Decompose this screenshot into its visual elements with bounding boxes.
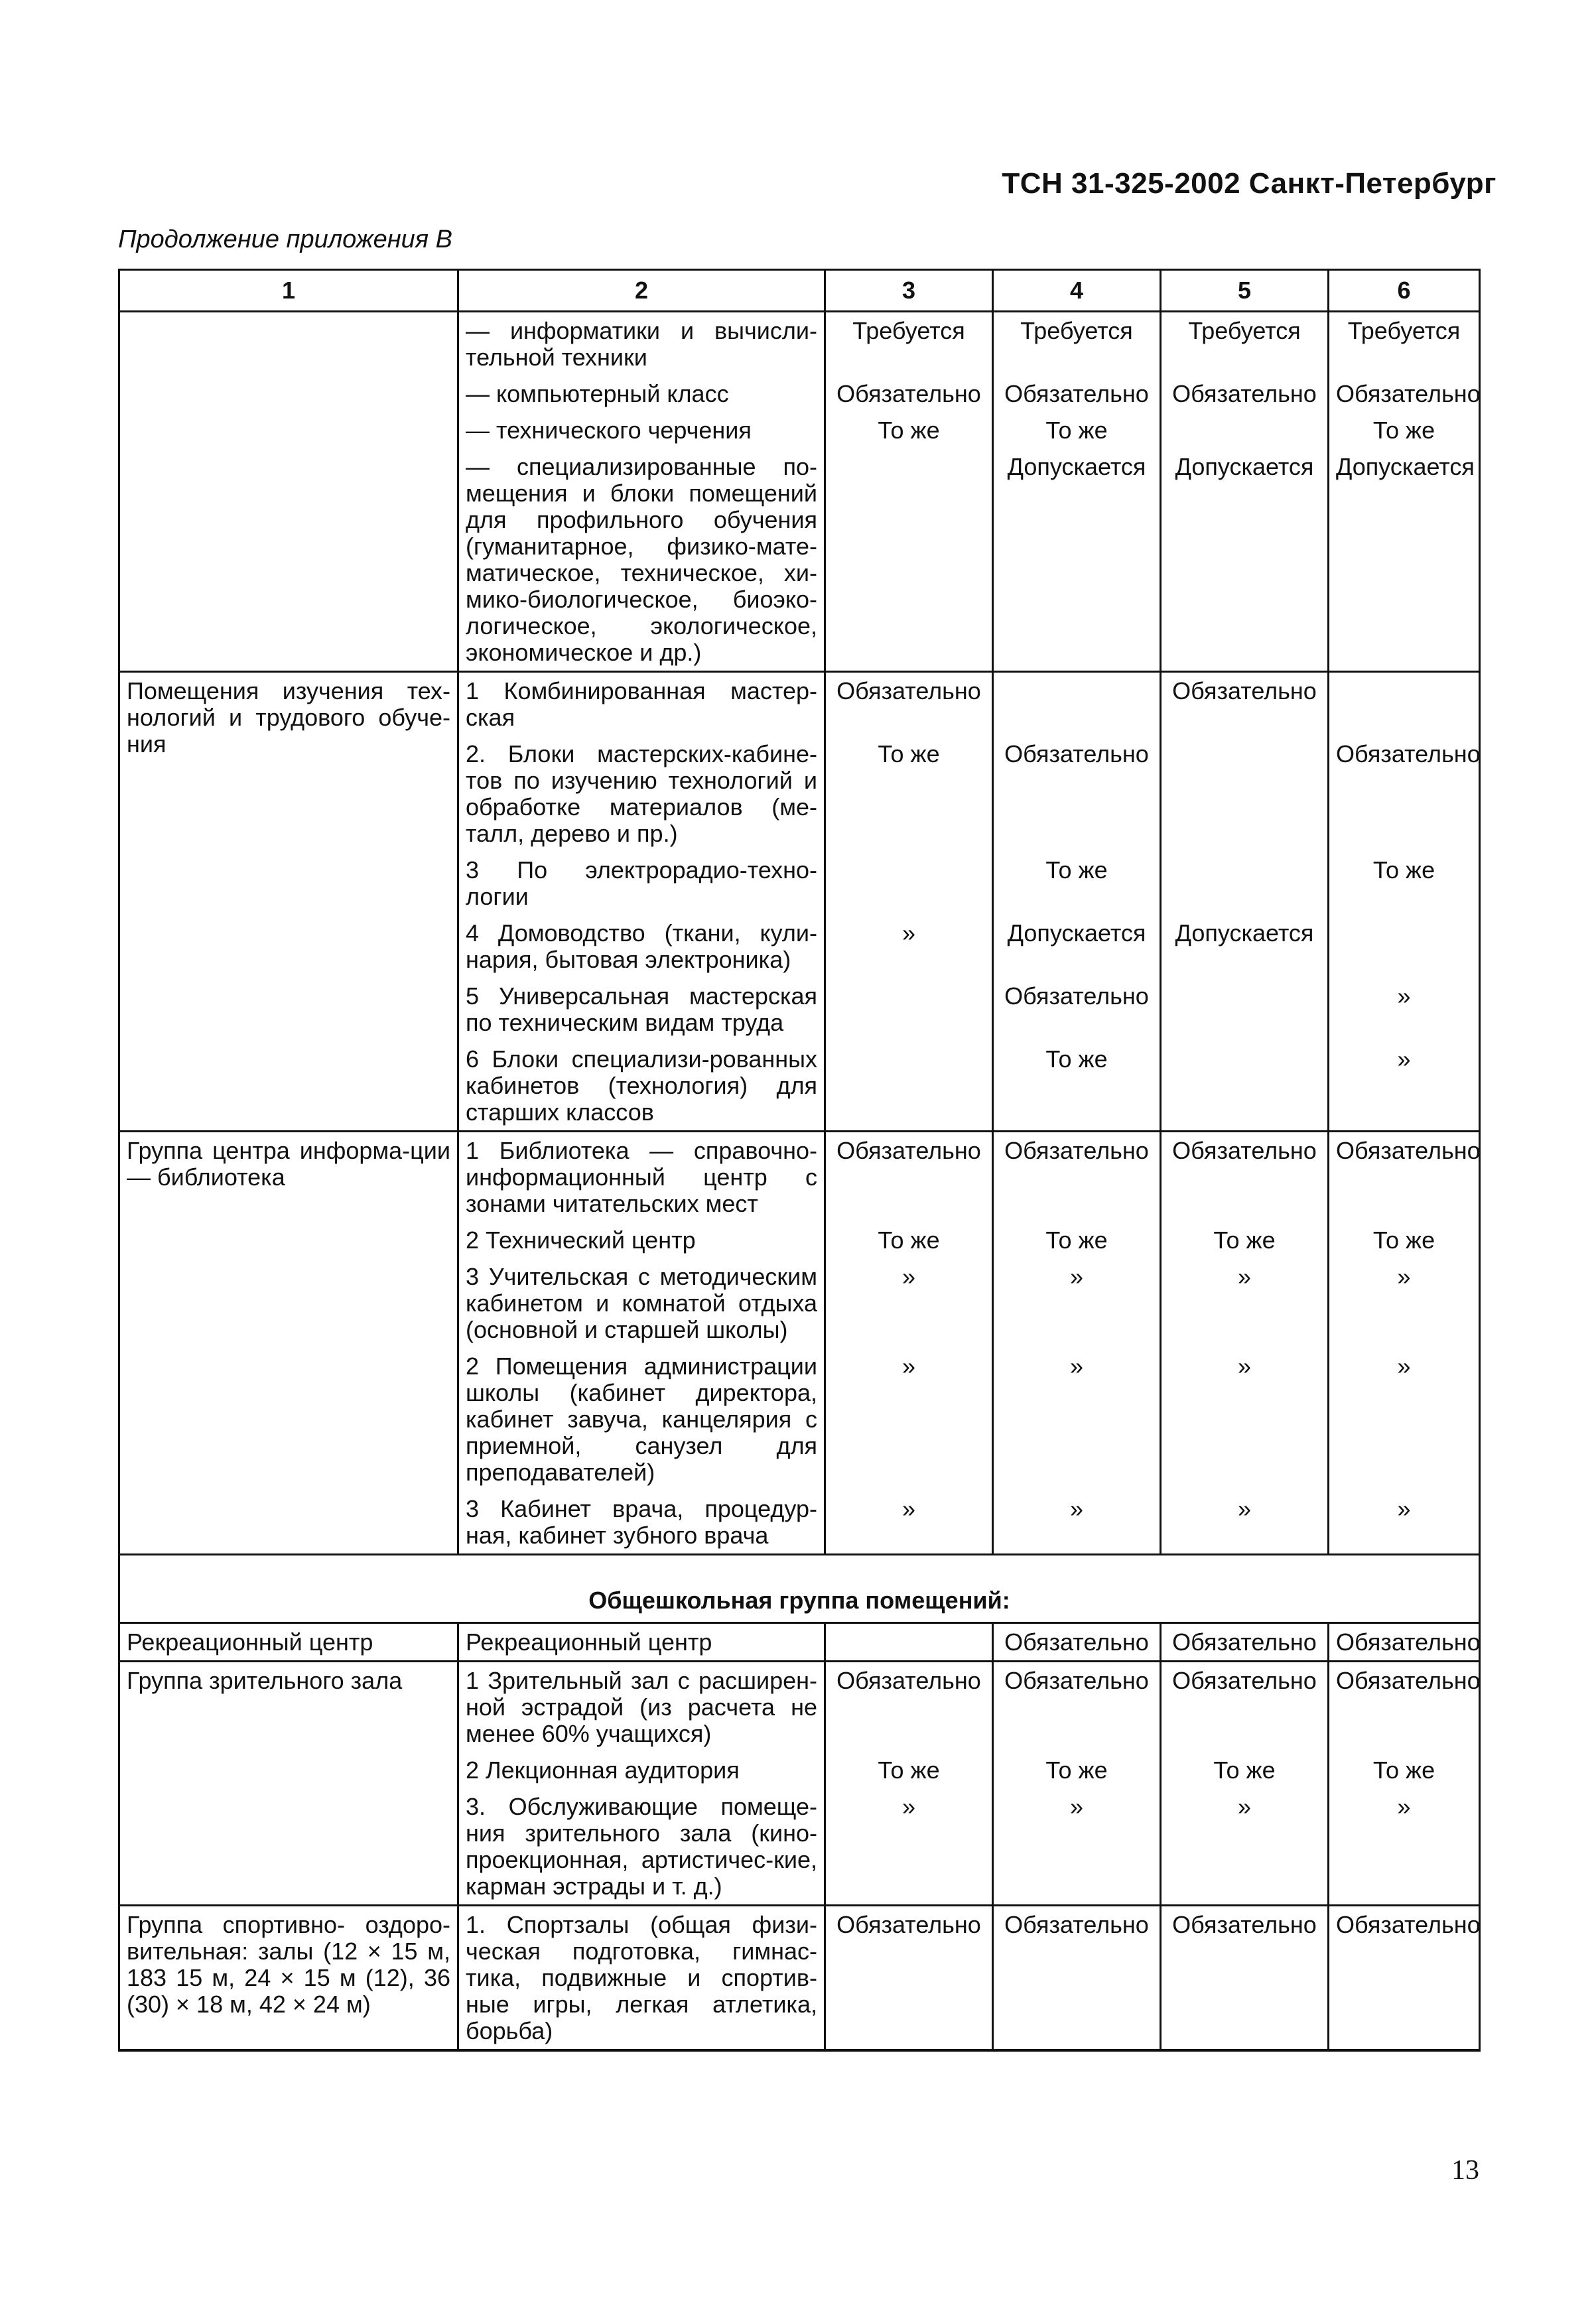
requirement-cell: Допускается bbox=[1329, 448, 1480, 672]
requirement-cell: Обязательно bbox=[1329, 1623, 1480, 1662]
table-row bbox=[119, 1132, 1480, 1222]
requirement-cell: То же bbox=[825, 412, 993, 448]
table-row bbox=[119, 1662, 1480, 1752]
group-name-cell: Помещения изучения тех-нологий и трудового обуче-ния bbox=[119, 672, 458, 1132]
requirement-cell: Обязательно bbox=[1161, 375, 1329, 412]
room-description-cell: 3 Кабинет врача, процедур-ная, кабинет зубного врача bbox=[458, 1490, 825, 1555]
column-header: 2 bbox=[458, 270, 825, 312]
requirement-cell: Обязательно bbox=[993, 375, 1161, 412]
table-header-row bbox=[119, 270, 1480, 312]
requirement-cell: Обязательно bbox=[993, 1662, 1161, 1752]
requirement-cell: То же bbox=[993, 852, 1161, 915]
group-name-cell: Рекреационный центр bbox=[119, 1623, 458, 1662]
requirement-cell: То же bbox=[993, 1752, 1161, 1788]
requirement-cell: » bbox=[825, 1490, 993, 1555]
requirement-cell: Допускается bbox=[993, 915, 1161, 978]
requirement-cell bbox=[1161, 852, 1329, 915]
requirement-cell bbox=[825, 978, 993, 1041]
section-title: Общешкольная группа помещений: bbox=[119, 1555, 1480, 1623]
requirement-cell: » bbox=[825, 1788, 993, 1906]
column-header: 4 bbox=[993, 270, 1161, 312]
requirement-cell: Обязательно bbox=[993, 736, 1161, 852]
requirement-cell: » bbox=[1329, 978, 1480, 1041]
room-description-cell: 3 Учительская с методическим кабинетом и комнатой отдыха (основной и старшей школы) bbox=[458, 1258, 825, 1348]
requirement-cell: Допускается bbox=[1161, 915, 1329, 978]
column-header: 3 bbox=[825, 270, 993, 312]
room-description-cell: 3 По электрорадио-техно-логии bbox=[458, 852, 825, 915]
requirement-cell: » bbox=[993, 1490, 1161, 1555]
requirement-cell: » bbox=[1329, 1041, 1480, 1132]
requirement-cell: Обязательно bbox=[1161, 1906, 1329, 2051]
requirements-table bbox=[118, 269, 1481, 2052]
requirement-cell: Обязательно bbox=[1161, 672, 1329, 736]
group-name-cell: Группа спортивно- оздоро-вительная: залы (12 × 15 м, 183 15 м, 24 × 15 м (12), 36 (30) × 18 м, 42 × 24 м) bbox=[119, 1906, 458, 2051]
requirement-cell: Обязательно bbox=[825, 375, 993, 412]
requirement-cell bbox=[1161, 412, 1329, 448]
room-description-cell: 4 Домоводство (ткани, кули-нария, бытовая электроника) bbox=[458, 915, 825, 978]
room-description-cell: 6 Блоки специализи-рованных кабинетов (технология) для старших классов bbox=[458, 1041, 825, 1132]
requirement-cell: Обязательно bbox=[1329, 1662, 1480, 1752]
room-description-cell: — информатики и вычисли-тельной техники bbox=[458, 312, 825, 376]
requirement-cell bbox=[825, 1623, 993, 1662]
room-description-cell: — технического черчения bbox=[458, 412, 825, 448]
column-header: 5 bbox=[1161, 270, 1329, 312]
room-description-cell: 2 Технический центр bbox=[458, 1222, 825, 1258]
requirement-cell: То же bbox=[825, 1752, 993, 1788]
requirement-cell: Обязательно bbox=[1161, 1623, 1329, 1662]
requirement-cell: Требуется bbox=[825, 312, 993, 376]
requirement-cell: Допускается bbox=[993, 448, 1161, 672]
group-name-cell: Группа центра информа-ции — библиотека bbox=[119, 1132, 458, 1555]
requirement-cell: Обязательно bbox=[1329, 1132, 1480, 1222]
requirement-cell: Обязательно bbox=[825, 1132, 993, 1222]
requirement-cell: » bbox=[825, 1258, 993, 1348]
requirement-cell: То же bbox=[993, 412, 1161, 448]
requirement-cell bbox=[825, 852, 993, 915]
table-row bbox=[119, 672, 1480, 736]
requirement-cell: » bbox=[1329, 1788, 1480, 1906]
table-row bbox=[119, 1906, 1480, 2051]
requirement-cell: Допускается bbox=[1161, 448, 1329, 672]
room-description-cell: 1 Зрительный зал с расширен-ной эстрадой (из расчета не менее 60% учащихся) bbox=[458, 1662, 825, 1752]
room-description-cell: 1 Библиотека — справочно-информационный центр с зонами читательских мест bbox=[458, 1132, 825, 1222]
requirement-cell: То же bbox=[825, 1222, 993, 1258]
requirement-cell: » bbox=[1161, 1788, 1329, 1906]
room-description-cell: 2 Помещения администрации школы (кабинет директора, кабинет завуча, канцелярия с приемной, санузел для преподавателей) bbox=[458, 1348, 825, 1490]
requirement-cell: То же bbox=[993, 1041, 1161, 1132]
room-description-cell: — специализированные по-мещения и блоки помещений для профильного обучения (гуманитарное, физико-мате-матическое, техническое, хи-мико-биологическое, биоэко-логическое, экологическое, экономическое и др.) bbox=[458, 448, 825, 672]
requirement-cell: » bbox=[993, 1788, 1161, 1906]
requirement-cell: Обязательно bbox=[825, 1906, 993, 2051]
requirement-cell: » bbox=[1329, 1258, 1480, 1348]
requirement-cell: » bbox=[825, 915, 993, 978]
requirement-cell: Обязательно bbox=[993, 1906, 1161, 2051]
room-description-cell: 1 Комбинированная мастер-ская bbox=[458, 672, 825, 736]
requirement-cell: То же bbox=[1161, 1752, 1329, 1788]
requirement-cell: Обязательно bbox=[1329, 1906, 1480, 2051]
requirement-cell: Обязательно bbox=[1329, 736, 1480, 852]
requirement-cell bbox=[1161, 978, 1329, 1041]
requirement-cell: » bbox=[1161, 1258, 1329, 1348]
group-name-cell bbox=[119, 312, 458, 672]
requirement-cell: То же bbox=[1329, 1222, 1480, 1258]
requirement-cell: Обязательно bbox=[1329, 375, 1480, 412]
room-description-cell: 3. Обслуживающие помеще-ния зрительного зала (кино-проекционная, артистичес-кие, карман эстрады и т. д.) bbox=[458, 1788, 825, 1906]
requirement-cell bbox=[1161, 736, 1329, 852]
requirement-cell: Требуется bbox=[993, 312, 1161, 376]
column-header: 1 bbox=[119, 270, 458, 312]
room-description-cell: 1. Спортзалы (общая физи-ческая подготовка, гимнас-тика, подвижные и спортив-ные игры, легкая атлетика, борьба) bbox=[458, 1906, 825, 2051]
room-description-cell: 2. Блоки мастерских-кабине-тов по изучению технологий и обработке материалов (ме-талл, дерево и пр.) bbox=[458, 736, 825, 852]
table-row bbox=[119, 1623, 1480, 1662]
requirement-cell: То же bbox=[1329, 1752, 1480, 1788]
requirement-cell: Обязательно bbox=[993, 1132, 1161, 1222]
requirement-cell: » bbox=[1329, 1490, 1480, 1555]
requirement-cell: То же bbox=[825, 736, 993, 852]
requirement-cell bbox=[993, 672, 1161, 736]
requirement-cell: Обязательно bbox=[1161, 1132, 1329, 1222]
document-standard-header: ТСН 31-325-2002 Санкт-Петербург bbox=[1002, 167, 1496, 200]
requirement-cell: Требуется bbox=[1161, 312, 1329, 376]
room-description-cell: 2 Лекционная аудитория bbox=[458, 1752, 825, 1788]
requirement-cell: Обязательно bbox=[825, 1662, 993, 1752]
requirement-cell: То же bbox=[1329, 852, 1480, 915]
page-number: 13 bbox=[1451, 2155, 1479, 2186]
requirement-cell: Обязательно bbox=[993, 978, 1161, 1041]
requirement-cell: То же bbox=[1161, 1222, 1329, 1258]
continuation-caption: Продолжение приложения В bbox=[118, 226, 452, 253]
table-row bbox=[119, 312, 1480, 376]
requirement-cell bbox=[1329, 915, 1480, 978]
requirement-cell: То же bbox=[1329, 412, 1480, 448]
column-header: 6 bbox=[1329, 270, 1480, 312]
requirement-cell: » bbox=[825, 1348, 993, 1490]
requirement-cell: » bbox=[1329, 1348, 1480, 1490]
requirement-cell: » bbox=[993, 1258, 1161, 1348]
room-description-cell: — компьютерный класс bbox=[458, 375, 825, 412]
requirement-cell: » bbox=[1161, 1490, 1329, 1555]
requirement-cell bbox=[825, 1041, 993, 1132]
section-row bbox=[119, 1555, 1480, 1623]
group-name-cell: Группа зрительного зала bbox=[119, 1662, 458, 1906]
room-description-cell: Рекреационный центр bbox=[458, 1623, 825, 1662]
requirement-cell: Обязательно bbox=[1161, 1662, 1329, 1752]
room-description-cell: 5 Универсальная мастерская по техническим видам труда bbox=[458, 978, 825, 1041]
requirement-cell bbox=[1329, 672, 1480, 736]
requirement-cell bbox=[1161, 1041, 1329, 1132]
requirement-cell: То же bbox=[993, 1222, 1161, 1258]
requirement-cell: Требуется bbox=[1329, 312, 1480, 376]
requirement-cell: » bbox=[993, 1348, 1161, 1490]
requirement-cell: Обязательно bbox=[825, 672, 993, 736]
requirement-cell bbox=[825, 448, 993, 672]
requirement-cell: Обязательно bbox=[993, 1623, 1161, 1662]
requirement-cell: » bbox=[1161, 1348, 1329, 1490]
